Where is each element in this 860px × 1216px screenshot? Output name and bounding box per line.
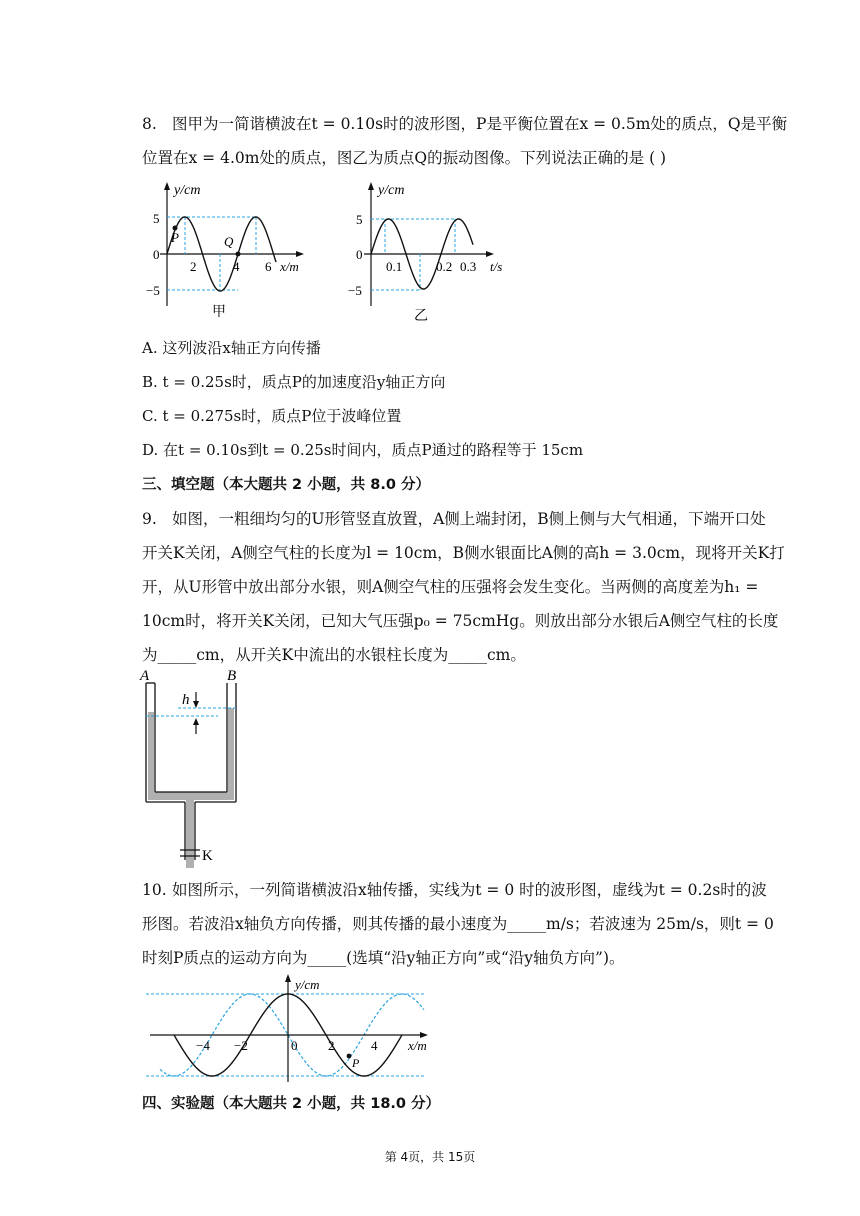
section-3-heading: 三、填空题（本大题共 2 小题，共 8.0 分） [142, 477, 430, 493]
q10-xtick-4: 4 [371, 1038, 378, 1053]
point-p [347, 1054, 352, 1059]
q9-line1 [142, 507, 766, 529]
q9-text-3: 开，从U形管中放出部分水银，则A侧空气柱的压强将会发生变化。当两侧的高度差为h₁ = [142, 578, 759, 596]
label-k: K [202, 848, 213, 864]
q8-figure-jia [140, 178, 320, 328]
q9-text-1: 如图，一粗细均匀的U形管竖直放置，A侧上端封闭，B侧上侧与大气相通，下端开口处 [172, 510, 766, 528]
q8-option-a: A. 这列波沿x轴正方向传播 [142, 339, 321, 357]
label-h: h [182, 692, 190, 708]
jia-xtick-6: 6 [265, 259, 272, 274]
q10-xlabel: x/m [408, 1038, 427, 1053]
q8-option-d: D. 在t = 0.10s到t = 0.25s时间内，质点P通过的路程等于 15cm [142, 441, 584, 459]
yi-ytick-5: 5 [356, 212, 363, 227]
jia-xtick-2: 2 [190, 259, 197, 274]
label-b: B [227, 668, 237, 684]
q8-text-2: 位置在x = 4.0m处的质点，图乙为质点Q的振动图像。下列说法正确的是 ( ) [142, 149, 667, 167]
yi-xlabel: t/s [490, 259, 503, 274]
jia-ylabel: y/cm [174, 183, 201, 198]
jia-caption: 甲 [212, 305, 226, 320]
jia-xtick-4: 4 [233, 259, 240, 274]
jia-label-q: Q [224, 234, 234, 249]
yi-ytick-neg5: −5 [348, 283, 362, 298]
q8-number: 8. [142, 115, 157, 133]
q10-line1 [142, 878, 767, 900]
q8-option-c: C. t = 0.275s时，质点P位于波峰位置 [142, 407, 402, 425]
jia-ytick-0: 0 [153, 247, 160, 262]
q9-number: 9. [142, 510, 157, 528]
point-q [236, 252, 241, 257]
q9-text-2: 开关K关闭，A侧空气柱的长度为l = 10cm，B侧水银面比A侧的高h = 3.0cm，现将开关K打 [142, 544, 785, 562]
q10-label-p: P [352, 1056, 360, 1070]
q10-wave-figure [140, 972, 450, 1084]
q9-u-tube-figure [138, 668, 258, 868]
q8-option-b: B. t = 0.25s时，质点P的加速度沿y轴正方向 [142, 373, 446, 391]
yi-xtick-01: 0.1 [386, 259, 403, 274]
yi-xtick-03: 0.3 [460, 259, 477, 274]
yi-xtick-02: 0.2 [436, 259, 453, 274]
jia-xlabel: x/m [280, 259, 299, 274]
q8-figure-yi [340, 178, 520, 328]
yi-caption: 乙 [414, 309, 428, 324]
q9-text-5: 为_____cm，从开关K中流出的水银柱长度为_____cm。 [142, 646, 526, 664]
jia-label-p: P [171, 230, 179, 245]
jia-ytick-neg5: −5 [146, 283, 160, 298]
page-footer: 第 4页，共 15页 [384, 1150, 476, 1164]
q10-xtick-neg4: −4 [196, 1038, 210, 1053]
yi-ytick-0: 0 [356, 247, 363, 262]
q8-line1 [142, 112, 787, 134]
q9-text-4: 10cm时，将开关K关闭，已知大气压强p₀ = 75cmHg。则放出部分水银后A侧空气柱的长度 [142, 612, 779, 630]
q10-text-2: 形图。若波沿x轴负方向传播，则其传播的最小速度为_____m/s；若波速为 25m/s，则t = 0 [142, 915, 774, 933]
q10-text-1: 如图所示，一列简谐横波沿x轴传播，实线为t = 0 时的波形图，虚线为t = 0.2s时的波 [172, 881, 767, 899]
q8-text-1: 图甲为一简谐横波在t = 0.10s时的波形图，P是平衡位置在x = 0.5m处的质点，Q是平衡 [172, 115, 788, 133]
q10-text-3: 时刻P质点的运动方向为_____(选填“沿y轴正方向”或“沿y轴负方向”)。 [142, 949, 625, 967]
q10-xtick-neg2: −2 [234, 1038, 248, 1053]
q10-xtick-2: 2 [328, 1038, 335, 1053]
label-a: A [140, 668, 150, 684]
q10-ylabel: y/cm [295, 977, 320, 992]
yi-ylabel: y/cm [378, 183, 405, 198]
q10-number: 10. [142, 881, 167, 899]
jia-ytick-5: 5 [153, 211, 160, 226]
section-4-heading: 四、实验题（本大题共 2 小题，共 18.0 分） [142, 1096, 441, 1112]
q10-xtick-0: 0 [291, 1038, 298, 1053]
